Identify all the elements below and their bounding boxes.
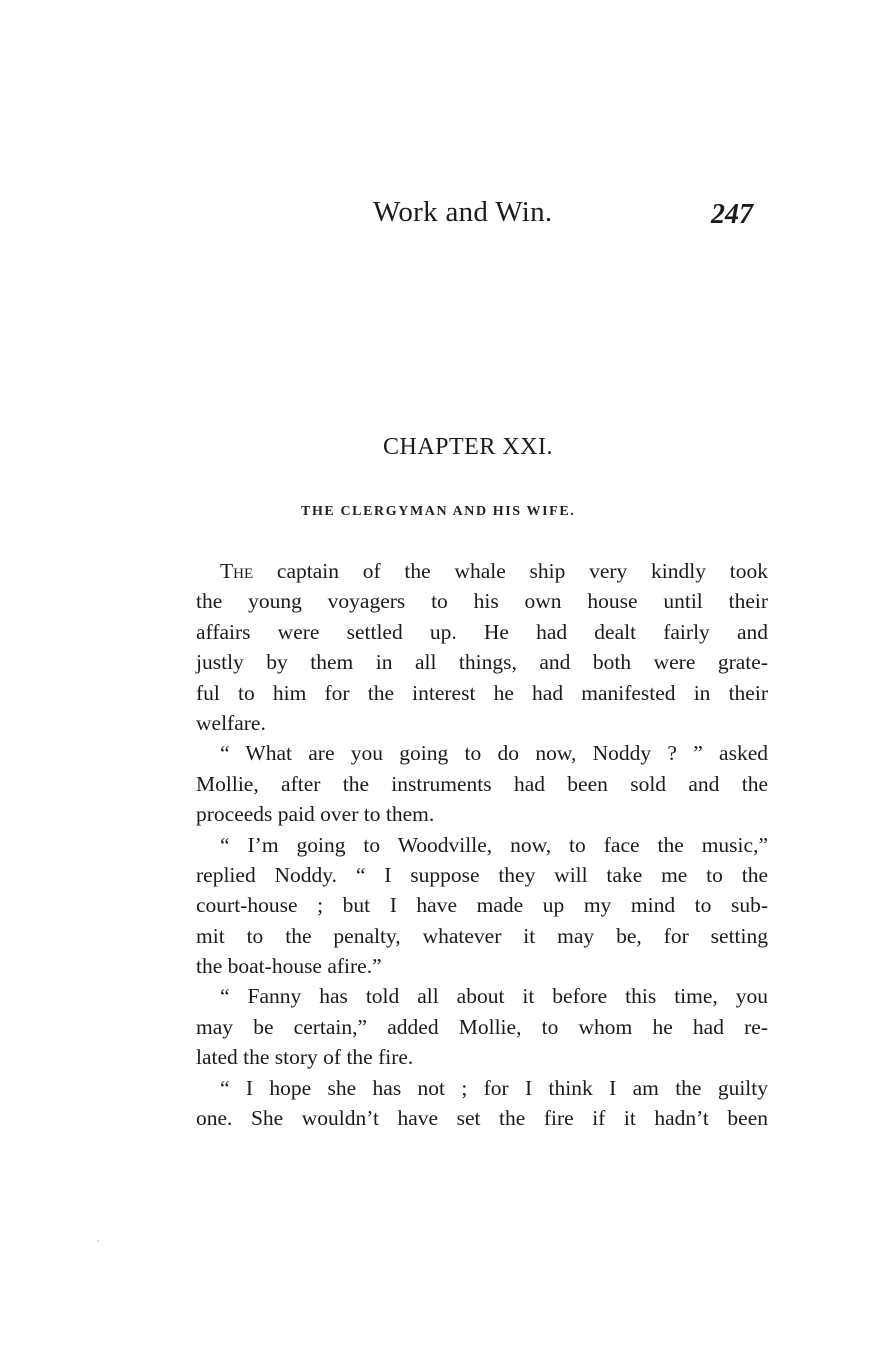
body-text <box>196 556 768 1133</box>
chapter-heading: CHAPTER XXI. <box>383 434 554 460</box>
text-line: “ What are you going to do now, Noddy ? ” asked <box>220 741 768 766</box>
text-line: the boat-house afire.” <box>196 954 382 979</box>
text-line: court-house ; but I have made up my mind to sub- <box>196 893 768 918</box>
text-line: “ I hope she has not ; for I think I am the guilty <box>220 1075 768 1100</box>
opening-word: The <box>220 559 254 583</box>
text-line: ful to him for the interest he had manifested in their <box>196 680 768 705</box>
text-line: one. She wouldn’t have set the fire if it hadn’t been <box>196 1106 768 1131</box>
text-line: lated the story of the fire. <box>196 1045 414 1070</box>
text-line: may be certain,” added Mollie, to whom he had re- <box>196 1014 768 1039</box>
text-line: the young voyagers to his own house until their <box>196 589 768 614</box>
text-line: replied Noddy. “ I suppose they will take me to the <box>196 862 768 887</box>
text-line: affairs were settled up. He had dealt fairly and <box>196 619 768 644</box>
page-number: 247 <box>711 199 753 230</box>
text-line: “ Fanny has told all about it before this time, you <box>220 984 768 1009</box>
text-line: proceeds paid over to them. <box>196 802 435 827</box>
text-line <box>196 556 768 586</box>
text-line: Mollie, after the instruments had been sold and the <box>196 771 768 796</box>
running-title: Work and Win. <box>373 196 553 228</box>
chapter-subtitle: THE CLERGYMAN AND HIS WIFE. <box>301 504 576 519</box>
text-line: “ I’m going to Woodville, now, to face the music,” <box>220 832 768 857</box>
text-line-content: captain of the whale ship very kindly took <box>253 559 768 583</box>
text-line: justly by them in all things, and both were grate- <box>196 650 768 675</box>
text-line: mit to the penalty, whatever it may be, for setting <box>196 923 768 948</box>
text-line: welfare. <box>196 710 266 735</box>
scan-speck <box>97 1240 99 1242</box>
